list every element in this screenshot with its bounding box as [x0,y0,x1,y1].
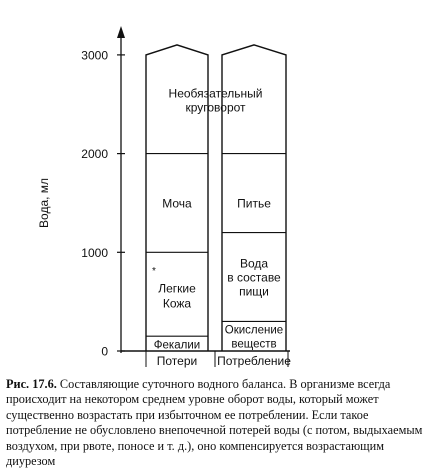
segment-label-oxidation: Окисление веществ [224,324,284,351]
bar-category-label: Потери [156,354,198,368]
segment-label-feces: Фекалии [153,339,201,352]
y-tick-label: 0 [101,344,108,359]
y-axis-label: Вода, мл [37,177,51,228]
segment-label-drinking: Питье [237,196,271,211]
y-tick-label: 2000 [81,147,108,162]
y-tick-label: 3000 [81,48,108,63]
y-tick-label: 1000 [81,245,108,260]
figure-caption [6,377,428,469]
caption-text: Составляющие суточного водного баланса. В организме всегда происходит на некотором среднем уровне оборот воды, который может существенно возрастать при избыточном ее потреблении. Если такое потребление не обусловлено внепочечной потерей воды (с потом, выдыхаемым воздухом, при рвоте, поносе и т. д.), оно компенсируется возрастающим диурезом [6,377,423,469]
y-axis-arrow [117,26,125,38]
segment-label-optional-turnover: Необязательный круговорот [168,86,263,115]
segment-label-food-water: Вода в составе пищи [227,256,281,299]
bar-category-label: Потребление [217,354,291,368]
segment-label-urine: Моча [162,196,192,211]
figure-number: Рис. 17.6. [6,377,57,391]
segment-label-lungs-skin: Легкие Кожа [158,281,196,311]
asterisk-mark: * [152,266,156,278]
